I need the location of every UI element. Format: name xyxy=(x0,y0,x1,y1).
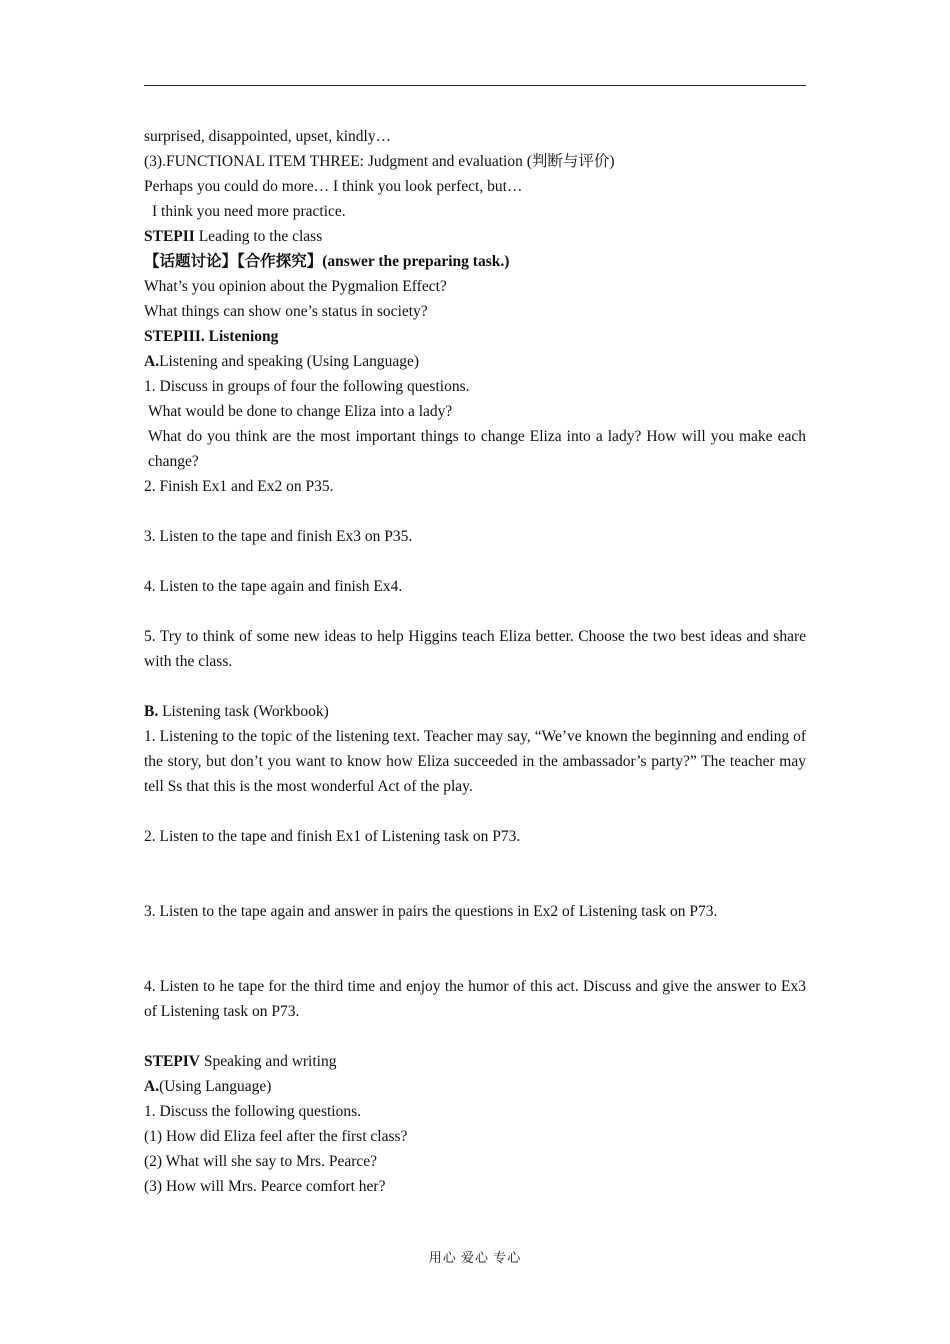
subsection-title: (Using Language) xyxy=(159,1078,272,1095)
text-line: (1) How did Eliza feel after the first class? xyxy=(144,1128,408,1145)
subsection-heading-b xyxy=(144,699,806,724)
step-label: STEPII xyxy=(144,228,195,245)
text-line: 1. Discuss the following questions. xyxy=(144,1103,361,1120)
text-line: (2) What will she say to Mrs. Pearce? xyxy=(144,1153,378,1170)
blank-line xyxy=(144,799,806,824)
text-paragraph: 4. Listen to he tape for the third time and enjoy the humor of this act. Discuss and give the answer to Ex3 of Listening task on P73. xyxy=(144,978,806,1020)
text-line: surprised, disappointed, upset, kindly… xyxy=(144,128,392,145)
step-title: Leading to the class xyxy=(194,228,323,245)
text-line: What would be done to change Eliza into a lady? xyxy=(148,403,453,420)
document-body xyxy=(144,124,806,1199)
blank-line xyxy=(144,549,806,574)
text-paragraph: 1. Listening to the topic of the listening text. Teacher may say, “We’ve known the beginning and ending of the story, but don’t you want to know how Eliza succeeded in the ambassador’s party?” The teacher may tell Ss that this is the most wonderful Act of the play. xyxy=(144,728,806,795)
subsection-title: Listening and speaking (Using Language) xyxy=(159,353,420,370)
subsection-heading-a xyxy=(144,349,806,374)
step-label: STEPIV xyxy=(144,1053,200,1070)
text-line: 2. Finish Ex1 and Ex2 on P35. xyxy=(144,478,334,495)
blank-line xyxy=(144,849,806,899)
text-line: 2. Listen to the tape and finish Ex1 of Listening task on P73. xyxy=(144,828,521,845)
text-paragraph: 5. Try to think of some new ideas to help Higgins teach Eliza better. Choose the two best ideas and share with the class. xyxy=(144,628,806,670)
subsection-label: B. xyxy=(144,703,159,720)
page-footer: 用心 爱心 专心 xyxy=(428,1250,522,1265)
step-label: STEPIII. Listeniong xyxy=(144,328,279,345)
text-line: (3).FUNCTIONAL ITEM THREE: Judgment and evaluation (判断与评价) xyxy=(144,153,615,170)
blank-line xyxy=(144,599,806,624)
step-title: Speaking and writing xyxy=(200,1053,337,1070)
subsection-heading-a xyxy=(144,1074,806,1099)
text-line: Perhaps you could do more… I think you look perfect, but… xyxy=(144,178,523,195)
blank-line xyxy=(144,499,806,524)
subsection-title: Listening task (Workbook) xyxy=(158,703,329,720)
section-heading-step4 xyxy=(144,1049,806,1074)
text-line: What things can show one’s status in society? xyxy=(144,303,428,320)
blank-line xyxy=(144,674,806,699)
blank-line xyxy=(144,924,806,974)
text-line: 4. Listen to the tape again and finish Ex4. xyxy=(144,578,403,595)
blank-line xyxy=(144,1024,806,1049)
text-line: 3. Listen to the tape again and answer in pairs the questions in Ex2 of Listening task on P73. xyxy=(144,903,718,920)
topic-heading xyxy=(144,249,806,274)
text-line: What’s you opinion about the Pygmalion Effect? xyxy=(144,278,447,295)
text-line: 3. Listen to the tape and finish Ex3 on P35. xyxy=(144,528,413,545)
topic-label: 【话题讨论】【合作探究】(answer the preparing task.) xyxy=(144,253,510,270)
text-line: I think you need more practice. xyxy=(152,203,346,220)
subsection-label: A. xyxy=(144,353,160,370)
section-heading-step2 xyxy=(144,224,806,249)
text-line: (3) How will Mrs. Pearce comfort her? xyxy=(144,1178,386,1195)
text-paragraph: What do you think are the most important things to change Eliza into a lady? How will you make each change? xyxy=(148,428,806,470)
subsection-label: A. xyxy=(144,1078,160,1095)
text-line: 1. Discuss in groups of four the following questions. xyxy=(144,378,470,395)
section-heading-step3 xyxy=(144,324,806,349)
header-rule xyxy=(144,85,806,86)
